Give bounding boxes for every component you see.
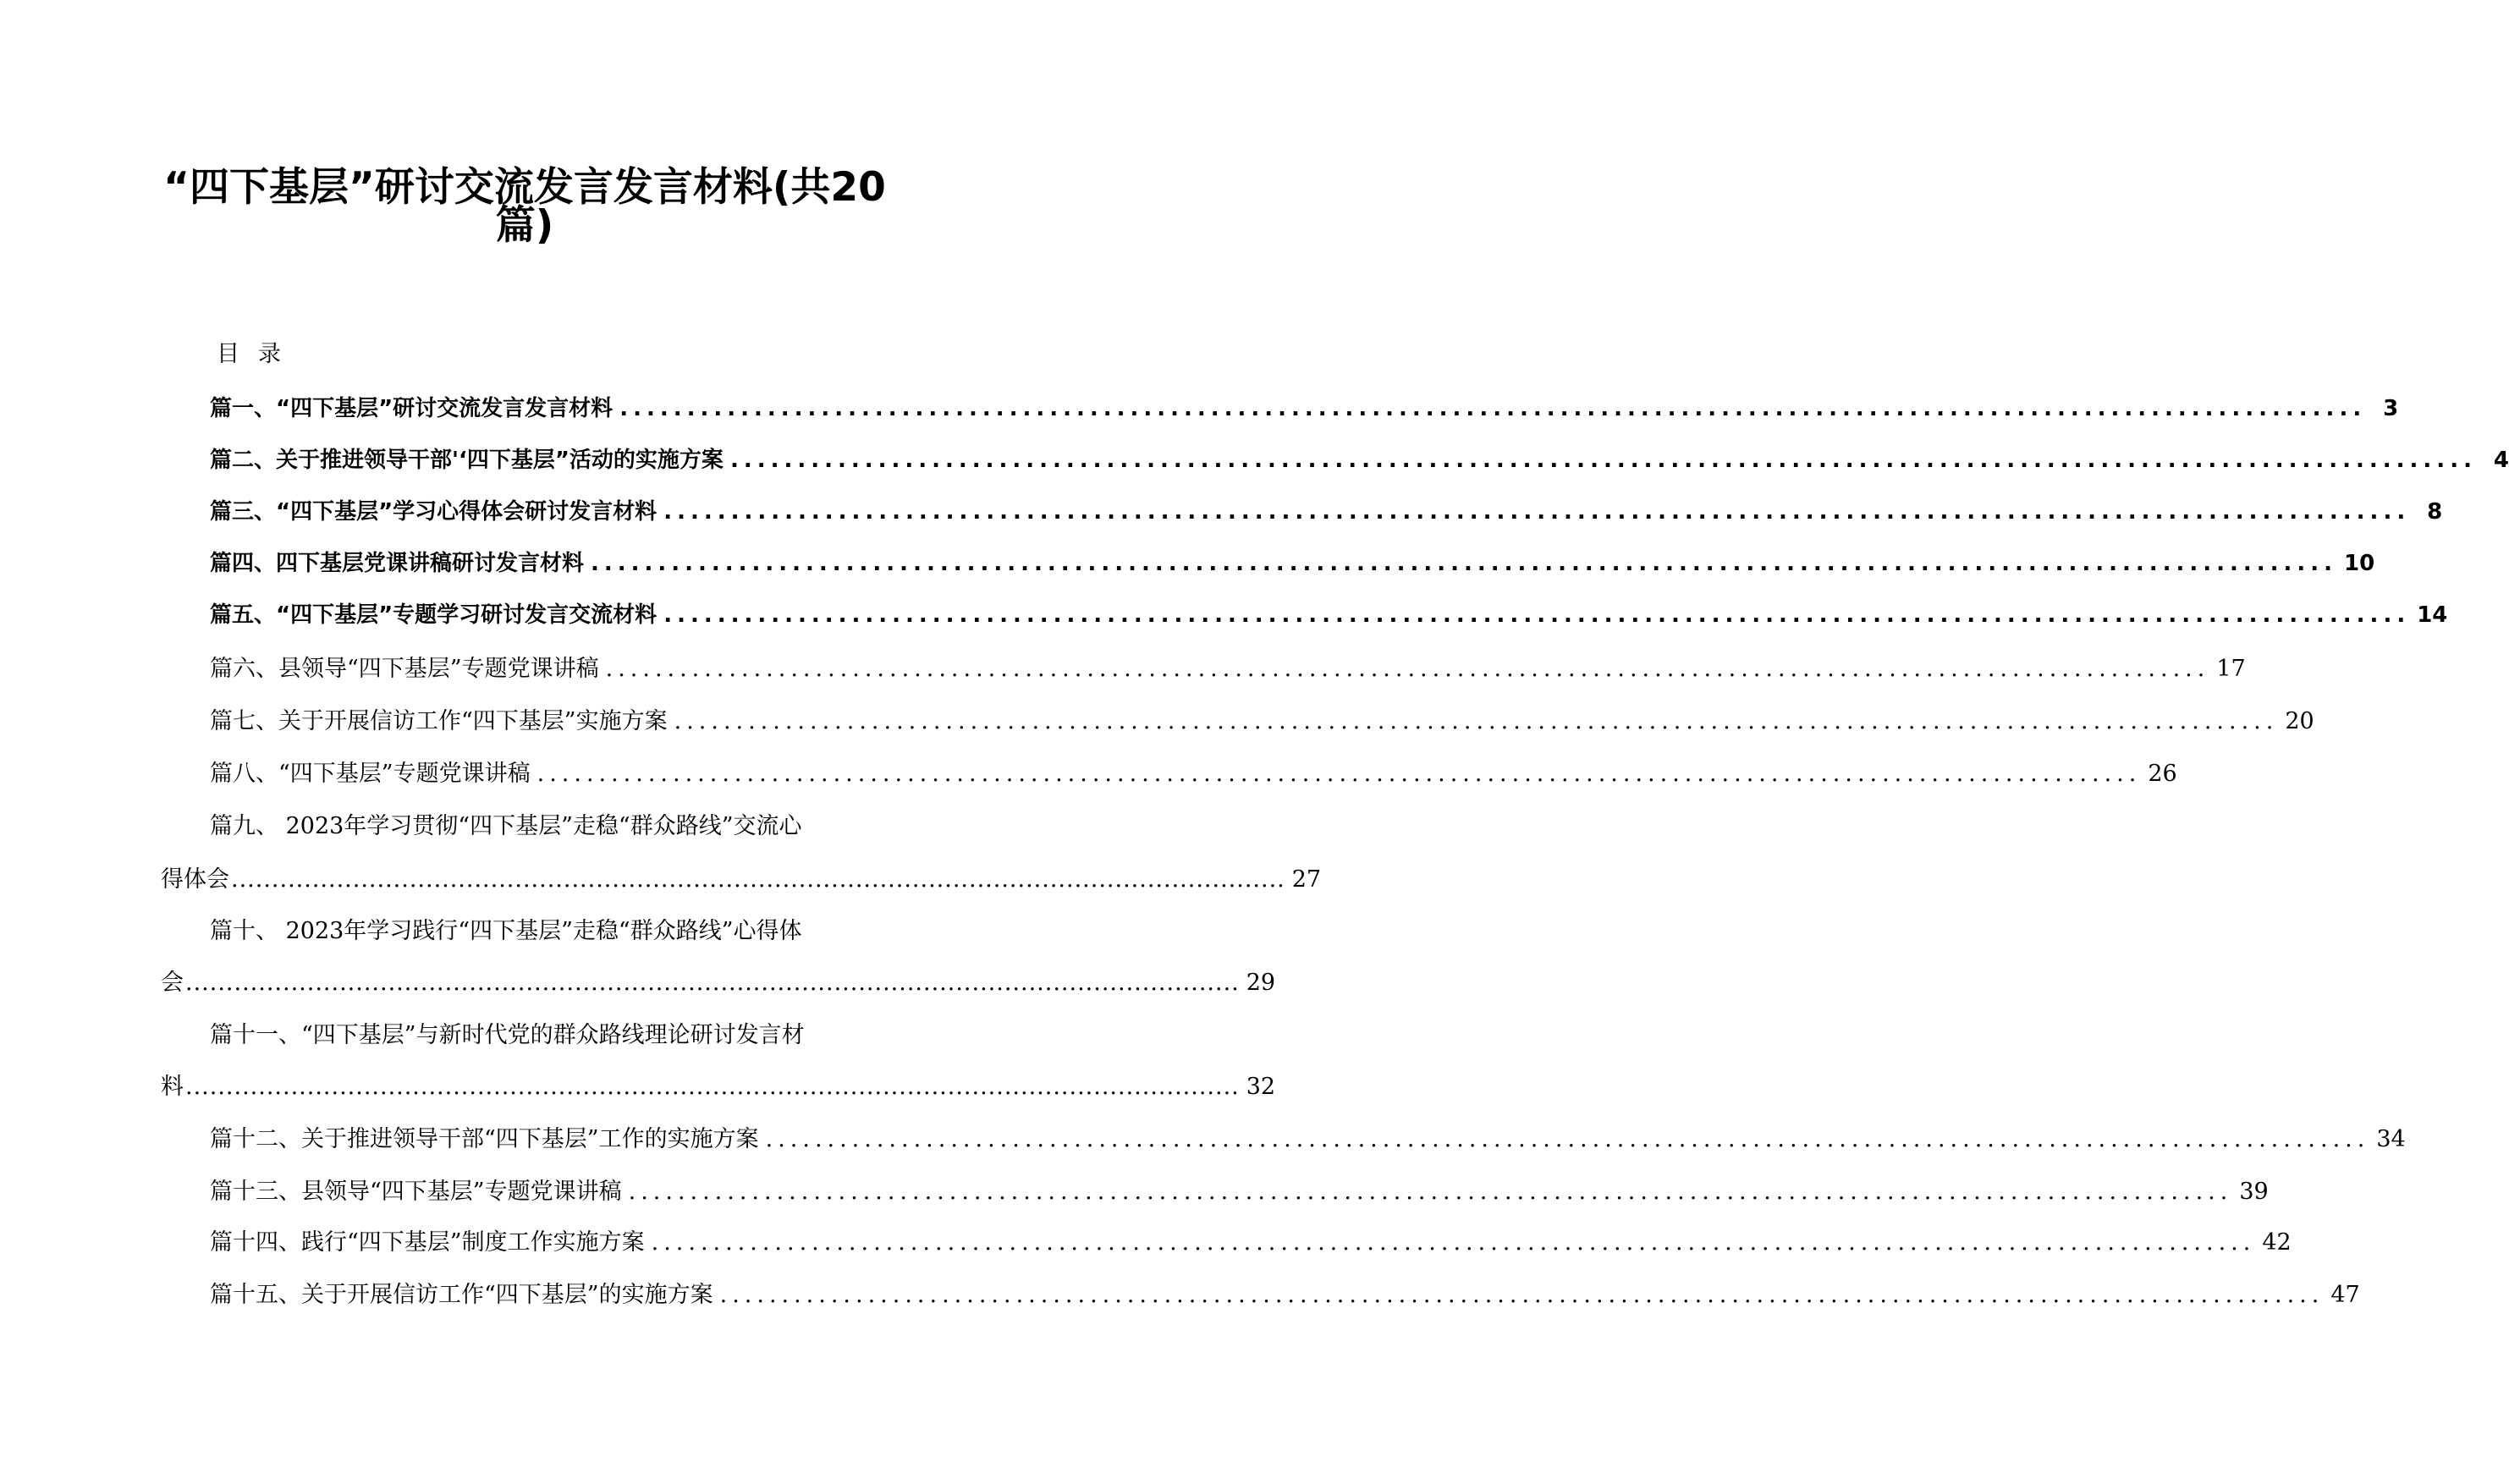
toc-entry-label: 篇三、“四下基层”学习心得体会研讨发言材料 [210,499,658,525]
toc-entry-1[interactable] [210,391,2399,425]
toc-entry-11-line-2[interactable] [161,1068,1276,1102]
toc-entry-page: 34 [2376,1126,2406,1152]
toc-entry-7[interactable] [210,702,2314,736]
toc-entry-page: 32 [1246,1074,1276,1100]
dot-leader: .................................................................................................................................. [674,708,2279,734]
dot-leader: .................................................................................................................................. [619,396,2367,421]
toc-entry-2[interactable] [210,442,2509,476]
dot-leader: .................................................................................................................................. [628,1179,2233,1205]
toc-entry-9-line-1[interactable]: 篇九、 2023年学习贯彻“四下基层”走稳“群众路线”交流心 [210,813,802,839]
dot-leader: .................................................................................................................................. [536,761,2142,787]
dot-leader: .................................................................................................................................. [231,866,1285,893]
toc-entry-10-line-2[interactable] [161,964,1276,998]
toc-entry-page: 29 [1246,970,1276,996]
toc-entry-6[interactable] [210,650,2246,684]
toc-entry-page: 8 [2427,499,2443,525]
toc-entry-label: 得体会 [161,866,229,893]
document-title-line-1: “四下基层”研讨交流发言发言材料(共20 [163,164,886,211]
dot-leader: .................................................................................................................................. [185,970,1240,996]
toc-entry-3[interactable] [210,494,2443,528]
toc-entry-label: 篇七、关于开展信访工作“四下基层”实施方案 [210,708,668,734]
toc-entry-13[interactable] [210,1173,2269,1206]
toc-entry-label: 篇一、“四下基层”研讨交流发言发言材料 [210,396,613,421]
dot-leader: .................................................................................................................................. [729,448,2477,473]
toc-entry-page: 20 [2285,708,2314,734]
toc-entry-15[interactable] [210,1276,2360,1310]
toc-entry-page: 10 [2344,551,2375,576]
dot-leader: .................................................................................................................................. [719,1282,2325,1308]
toc-entry-label: 篇十二、关于推进领导干部“四下基层”工作的实施方案 [210,1126,759,1152]
toc-entry-9-line-2[interactable] [161,860,1322,894]
toc-entry-label: 篇六、县领导“四下基层”专题党课讲稿 [210,656,599,682]
toc-entry-8[interactable] [210,755,2177,789]
toc-entry-page: 47 [2330,1282,2360,1308]
dot-leader: .................................................................................................................................. [651,1229,2256,1256]
toc-entry-12[interactable] [210,1120,2406,1154]
toc-entry-label: 篇五、“四下基层”专题学习研讨发言交流材料 [210,602,658,628]
toc-heading: 目录 [217,341,300,367]
toc-entry-label: 篇二、关于推进领导干部'‘四下基层”活动的实施方案 [210,448,724,473]
toc-entry-label: 篇十四、践行“四下基层”制度工作实施方案 [210,1229,645,1256]
toc-entry-label: 料 [161,1074,184,1100]
toc-entry-page: 4 [2493,448,2509,473]
toc-entry-11-line-1[interactable]: 篇十一、“四下基层”与新时代党的群众路线理论研讨发言材 [210,1022,805,1048]
toc-entry-page: 42 [2262,1229,2292,1256]
dot-leader: .................................................................................................................................. [591,551,2338,576]
toc-entry-label: 篇八、“四下基层”专题党课讲稿 [210,761,531,787]
toc-entry-page: 3 [2383,396,2399,421]
dot-leader: .................................................................................................................................. [185,1074,1240,1100]
toc-entry-page: 39 [2239,1179,2269,1205]
toc-entry-label: 篇四、四下基层党课讲稿研讨发言材料 [210,551,585,576]
toc-entry-label: 篇十三、县领导“四下基层”专题党课讲稿 [210,1179,622,1205]
toc-entry-14[interactable] [210,1223,2292,1257]
dot-leader: .................................................................................................................................. [765,1126,2370,1152]
toc-entry-5[interactable] [210,597,2448,631]
toc-entry-label: 会 [161,970,184,996]
toc-entry-page: 14 [2417,602,2448,628]
dot-leader: .................................................................................................................................. [605,656,2210,682]
toc-entry-label: 篇十五、关于开展信访工作“四下基层”的实施方案 [210,1282,713,1308]
toc-entry-page: 26 [2148,761,2177,787]
toc-entry-page: 17 [2216,656,2246,682]
toc-entry-page: 27 [1291,866,1322,893]
toc-entry-10-line-1[interactable]: 篇十、 2023年学习践行“四下基层”走稳“群众路线”心得体 [210,918,802,944]
document-title-line-2: 篇) [495,202,554,249]
dot-leader: .................................................................................................................................. [663,499,2411,525]
toc-entry-4[interactable] [210,546,2375,580]
dot-leader: .................................................................................................................................. [663,602,2411,628]
